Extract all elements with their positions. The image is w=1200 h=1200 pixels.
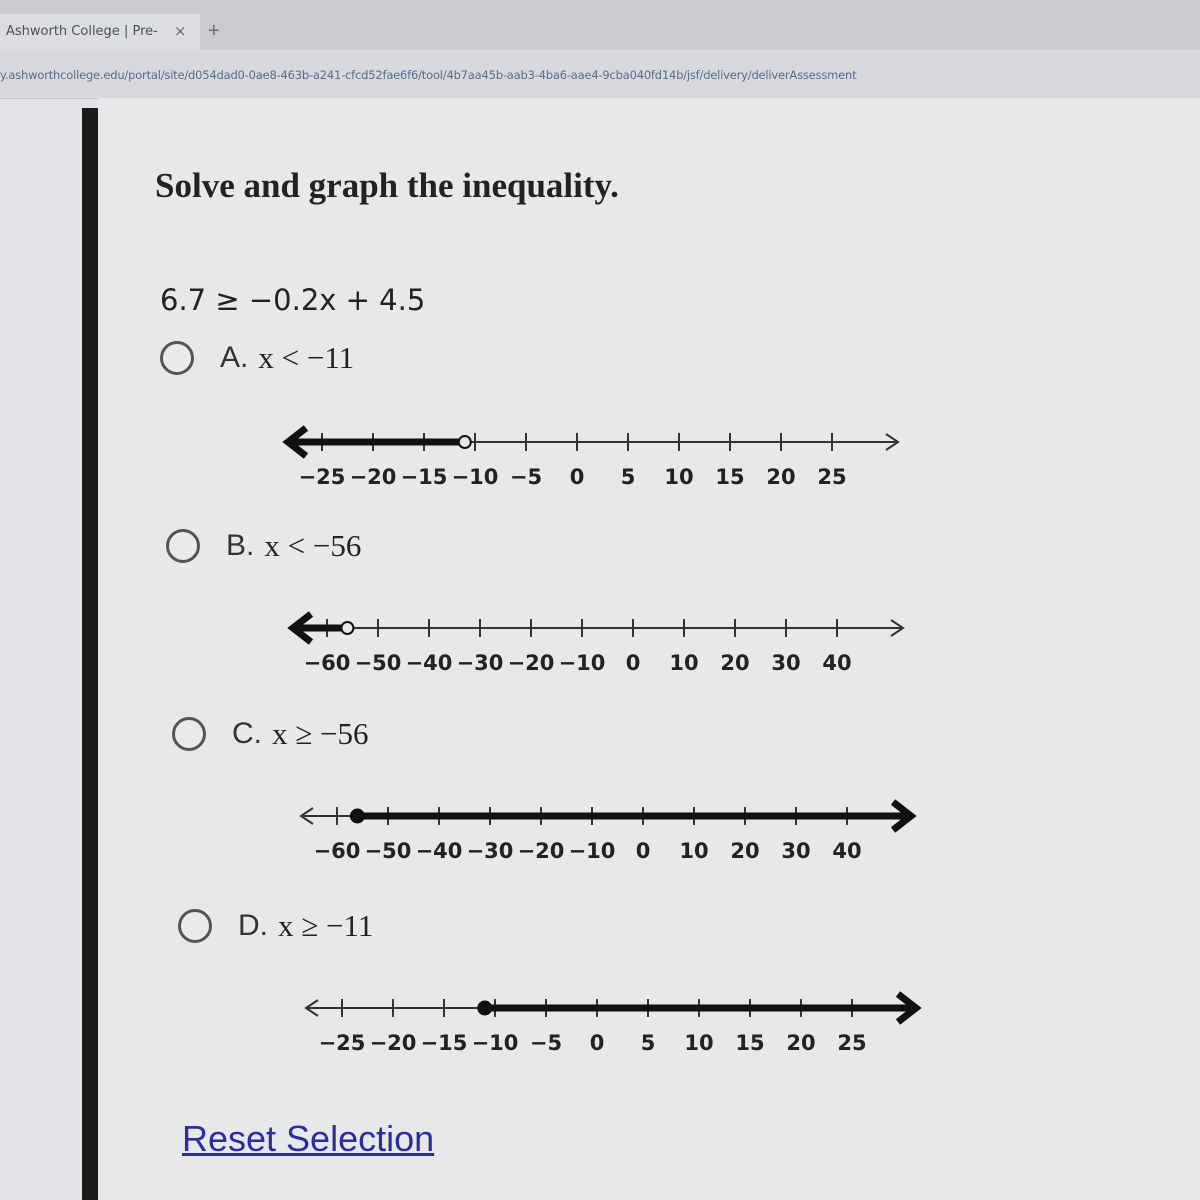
tick-label: 0 [589,1031,605,1055]
tick-label: 30 [771,651,801,675]
tick-label: −10 [451,465,499,489]
tick-label: −5 [509,465,543,489]
option-c[interactable] [172,716,369,752]
tick-label: 40 [822,651,852,675]
tick-label: −10 [471,1031,519,1055]
tick-label: −30 [466,839,514,863]
close-tab-icon[interactable]: × [174,22,187,40]
tick-label: 20 [766,465,796,489]
tick-label: 10 [664,465,694,489]
tick-label: 15 [735,1031,765,1055]
option-a-letter: A. [220,341,249,374]
closed-endpoint [350,809,364,823]
tick-label: 10 [684,1031,714,1055]
tick-label: −15 [420,1031,468,1055]
radio-button-c[interactable] [172,717,206,751]
closed-endpoint [478,1001,492,1015]
radio-button-d[interactable] [178,909,212,943]
tick-label: 20 [730,839,760,863]
tick-label: 0 [635,839,651,863]
question-title: Solve and graph the inequality. [155,166,619,205]
tick-label: 5 [640,1031,656,1055]
tick-label: −20 [517,839,565,863]
tick-label: −20 [507,651,555,675]
tick-label: −60 [313,839,361,863]
radio-button-b[interactable] [166,529,200,563]
open-endpoint [459,436,471,448]
tick-label: −20 [369,1031,417,1055]
tick-label: 0 [569,465,585,489]
address-bar[interactable] [0,50,1200,99]
option-d-expression: x ≥ −11 [278,908,374,943]
tick-label: −5 [529,1031,563,1055]
tick-label: −30 [456,651,504,675]
tick-label: 25 [837,1031,867,1055]
tick-label: −60 [303,651,351,675]
new-tab-icon[interactable]: + [208,20,220,42]
tick-label: −25 [298,465,346,489]
option-c-letter: C. [232,717,262,750]
tick-label: 10 [679,839,709,863]
tick-label: −50 [364,839,412,863]
tick-label: −20 [349,465,397,489]
option-a-expression: x < −11 [258,340,355,375]
number-line-b [275,606,925,681]
tick-label: 30 [781,839,811,863]
open-endpoint [341,622,353,634]
url-text[interactable]: y.ashworthcollege.edu/portal/site/d054dad0-0ae8-463b-a241-cfcd52fae6f6/tool/4b7aa45b-aab3-4ba6-aae4-9cba040fd14b/jsf/delivery/deliverAssessment [0,68,857,82]
tick-label: −25 [318,1031,366,1055]
tick-label: 20 [786,1031,816,1055]
option-b-expression: x < −56 [264,528,362,563]
tick-label: −40 [415,839,463,863]
question-left-border [82,108,98,1200]
tick-label: 40 [832,839,862,863]
reset-selection-link[interactable]: Reset Selection [182,1118,435,1159]
radio-button-a[interactable] [160,341,194,375]
tick-label: 25 [817,465,847,489]
number-line-d [290,986,940,1061]
tick-label: 15 [715,465,745,489]
tick-label: −50 [354,651,402,675]
tick-label: −10 [558,651,606,675]
tick-label: −15 [400,465,448,489]
tick-label: 0 [625,651,641,675]
tick-label: −40 [405,651,453,675]
option-b-letter: B. [226,529,255,562]
browser-tab[interactable] [0,14,200,50]
tick-label: 10 [669,651,699,675]
number-line-c [285,794,935,869]
tick-label: −10 [568,839,616,863]
option-d[interactable] [178,908,373,944]
tick-label: 20 [720,651,750,675]
number-line-a [270,420,920,495]
tab-title: Ashworth College | Pre- [6,24,158,39]
option-b[interactable] [166,528,361,564]
option-c-expression: x ≥ −56 [272,716,369,751]
browser-tab-bar [0,0,1200,50]
option-a[interactable] [160,340,354,376]
option-d-letter: D. [238,909,268,942]
question-equation: 6.7 ≥ −0.2x + 4.5 [160,283,426,317]
tick-label: 5 [620,465,636,489]
